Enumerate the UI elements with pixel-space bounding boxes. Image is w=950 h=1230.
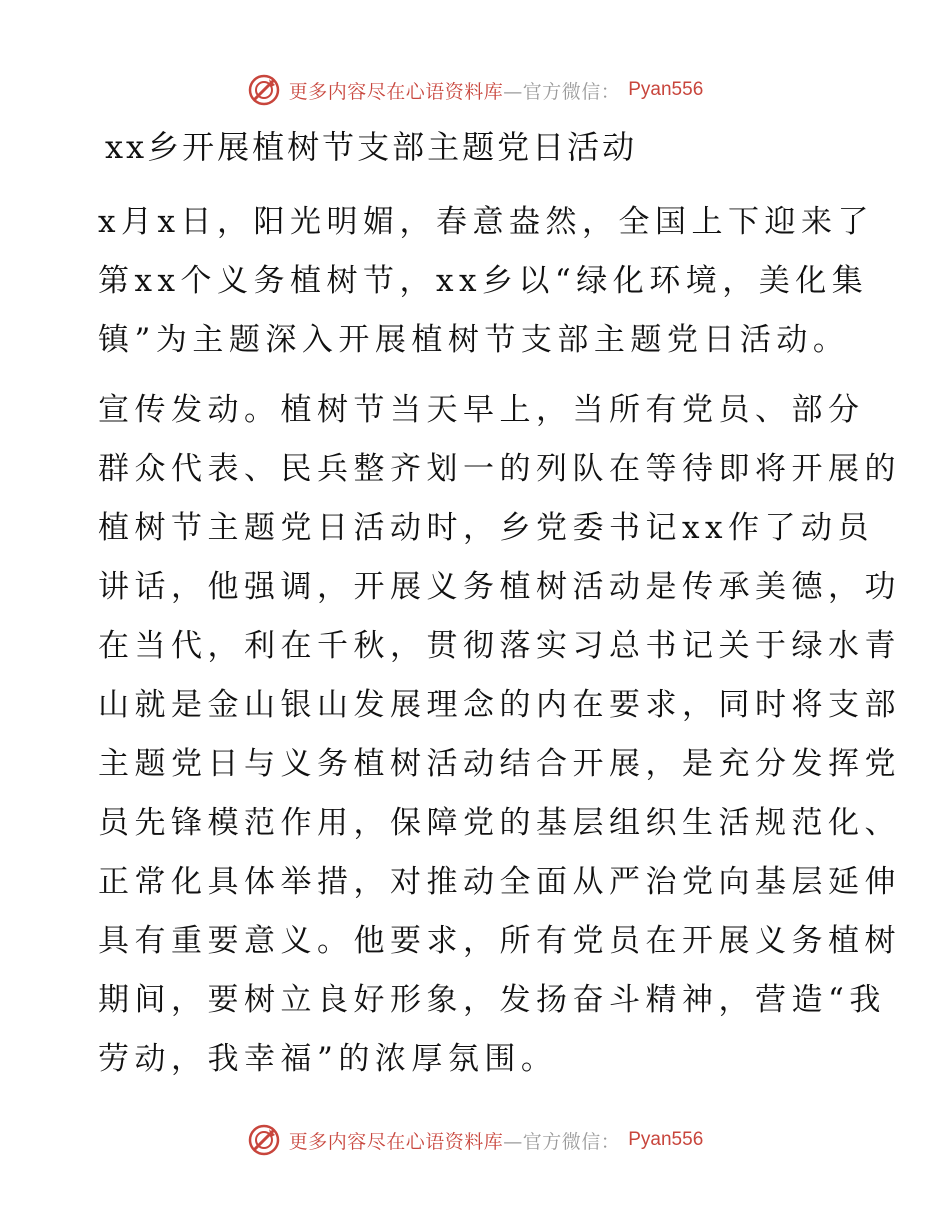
brand-logo-icon bbox=[247, 73, 281, 107]
text-line: 宣传发动。植树节当天早上，当所有党员、部分 bbox=[98, 392, 865, 428]
text-line: 第xx个义务植树节，xx乡以“绿化环境，美化集 bbox=[98, 263, 869, 299]
watermark-wechat-id: Pyan556 bbox=[628, 1129, 704, 1150]
text-line: 群众代表、民兵整齐划一的列队在等待即将开展的 bbox=[98, 451, 901, 487]
paragraph-publicity bbox=[98, 381, 901, 1089]
text-line: x月x日，阳光明媚，春意盎然，全国上下迎来了 bbox=[98, 204, 874, 240]
text-line: 劳动，我幸福”的浓厚氛围。 bbox=[98, 1041, 558, 1077]
text-line: 镇”为主题深入开展植树节支部主题党日活动。 bbox=[98, 322, 850, 358]
document-title: xx乡开展植树节支部主题党日活动 bbox=[105, 128, 638, 166]
text-line: 在当代，利在千秋，贯彻落实习总书记关于绿水青 bbox=[98, 628, 901, 664]
paragraph-intro bbox=[98, 193, 874, 370]
text-line: 期间，要树立良好形象，发扬奋斗精神，营造“我 bbox=[98, 982, 886, 1018]
watermark-text: 更多内容尽在心语资料库—官方微信： bbox=[288, 80, 621, 103]
text-line: 员先锋模范作用，保障党的基层组织生活规范化、 bbox=[98, 805, 901, 841]
header-watermark bbox=[0, 70, 950, 110]
watermark-wechat-id: Pyan556 bbox=[628, 79, 704, 100]
text-line: 具有重要意义。他要求，所有党员在开展义务植树 bbox=[98, 923, 901, 959]
text-line: 山就是金山银山发展理念的内在要求，同时将支部 bbox=[98, 687, 901, 723]
text-line: 主题党日与义务植树活动结合开展，是充分发挥党 bbox=[98, 746, 901, 782]
text-line: 讲话，他强调，开展义务植树活动是传承美德，功 bbox=[98, 569, 901, 605]
watermark-text: 更多内容尽在心语资料库—官方微信： bbox=[288, 1130, 621, 1153]
text-line: 正常化具体举措，对推动全面从严治党向基层延伸 bbox=[98, 864, 901, 900]
brand-logo-icon bbox=[247, 1123, 281, 1157]
text-line: 植树节主题党日活动时，乡党委书记xx作了动员 bbox=[98, 510, 874, 546]
footer-watermark bbox=[0, 1120, 950, 1160]
